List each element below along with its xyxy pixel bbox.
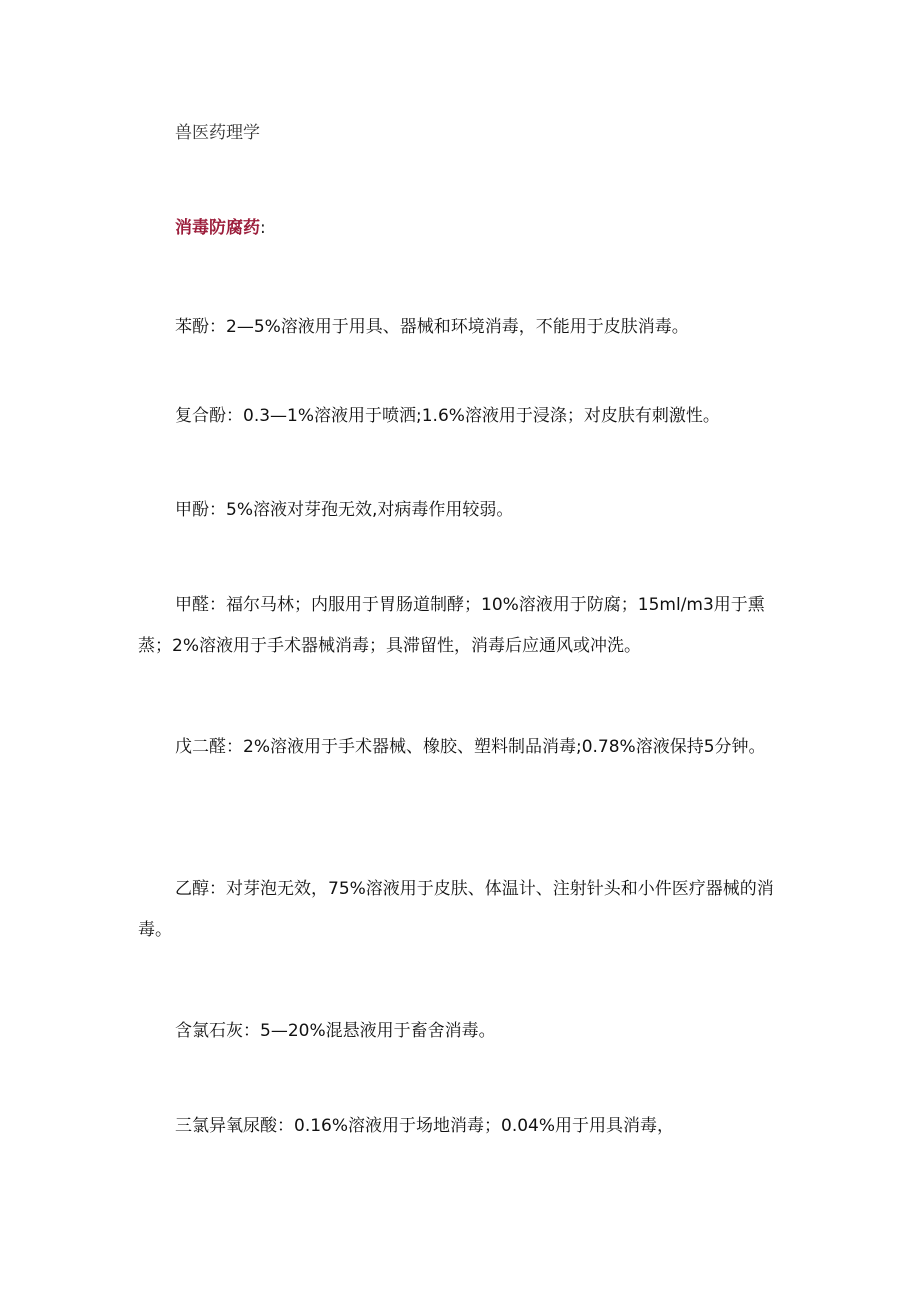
paragraph-glutaraldehyde: 戊二醛：2%溶液用于手术器械、橡胶、塑料制品消毒;0.78%溶液保持5分钟。	[175, 737, 766, 757]
section-heading-colon: :	[260, 218, 266, 238]
document-header-title: 兽医药理学	[175, 123, 260, 143]
section-heading	[175, 216, 266, 240]
paragraph-cresol: 甲酚：5%溶液对芽孢无效,对病毒作用较弱。	[175, 500, 514, 520]
section-heading-text: 消毒防腐药	[175, 218, 260, 238]
paragraph-trichloroisocyanuric-acid: 三氯异氧尿酸：0.16%溶液用于场地消毒；0.04%用于用具消毒，	[175, 1116, 675, 1136]
paragraph-phenol: 苯酚：2—5%溶液用于用具、器械和环境消毒，不能用于皮肤消毒。	[175, 317, 689, 337]
paragraph-ethanol: 乙醇：对芽泡无效，75%溶液用于皮肤、体温计、注射针头和小件医疗器械的消毒。	[138, 879, 774, 940]
paragraph-compound-phenol: 复合酚：0.3—1%溶液用于喷洒;1.6%溶液用于浸涤；对皮肤有刺激性。	[175, 406, 720, 426]
paragraph-chlorinated-lime: 含氯石灰：5—20%混悬液用于畜舍消毒。	[175, 1021, 496, 1041]
paragraph-formaldehyde: 甲醛：福尔马林；内服用于胃肠道制酵；10%溶液用于防腐；15ml/m3用于熏蒸；2%溶液用于手术器械消毒；具滞留性，消毒后应通风或冲洗。	[138, 595, 765, 656]
